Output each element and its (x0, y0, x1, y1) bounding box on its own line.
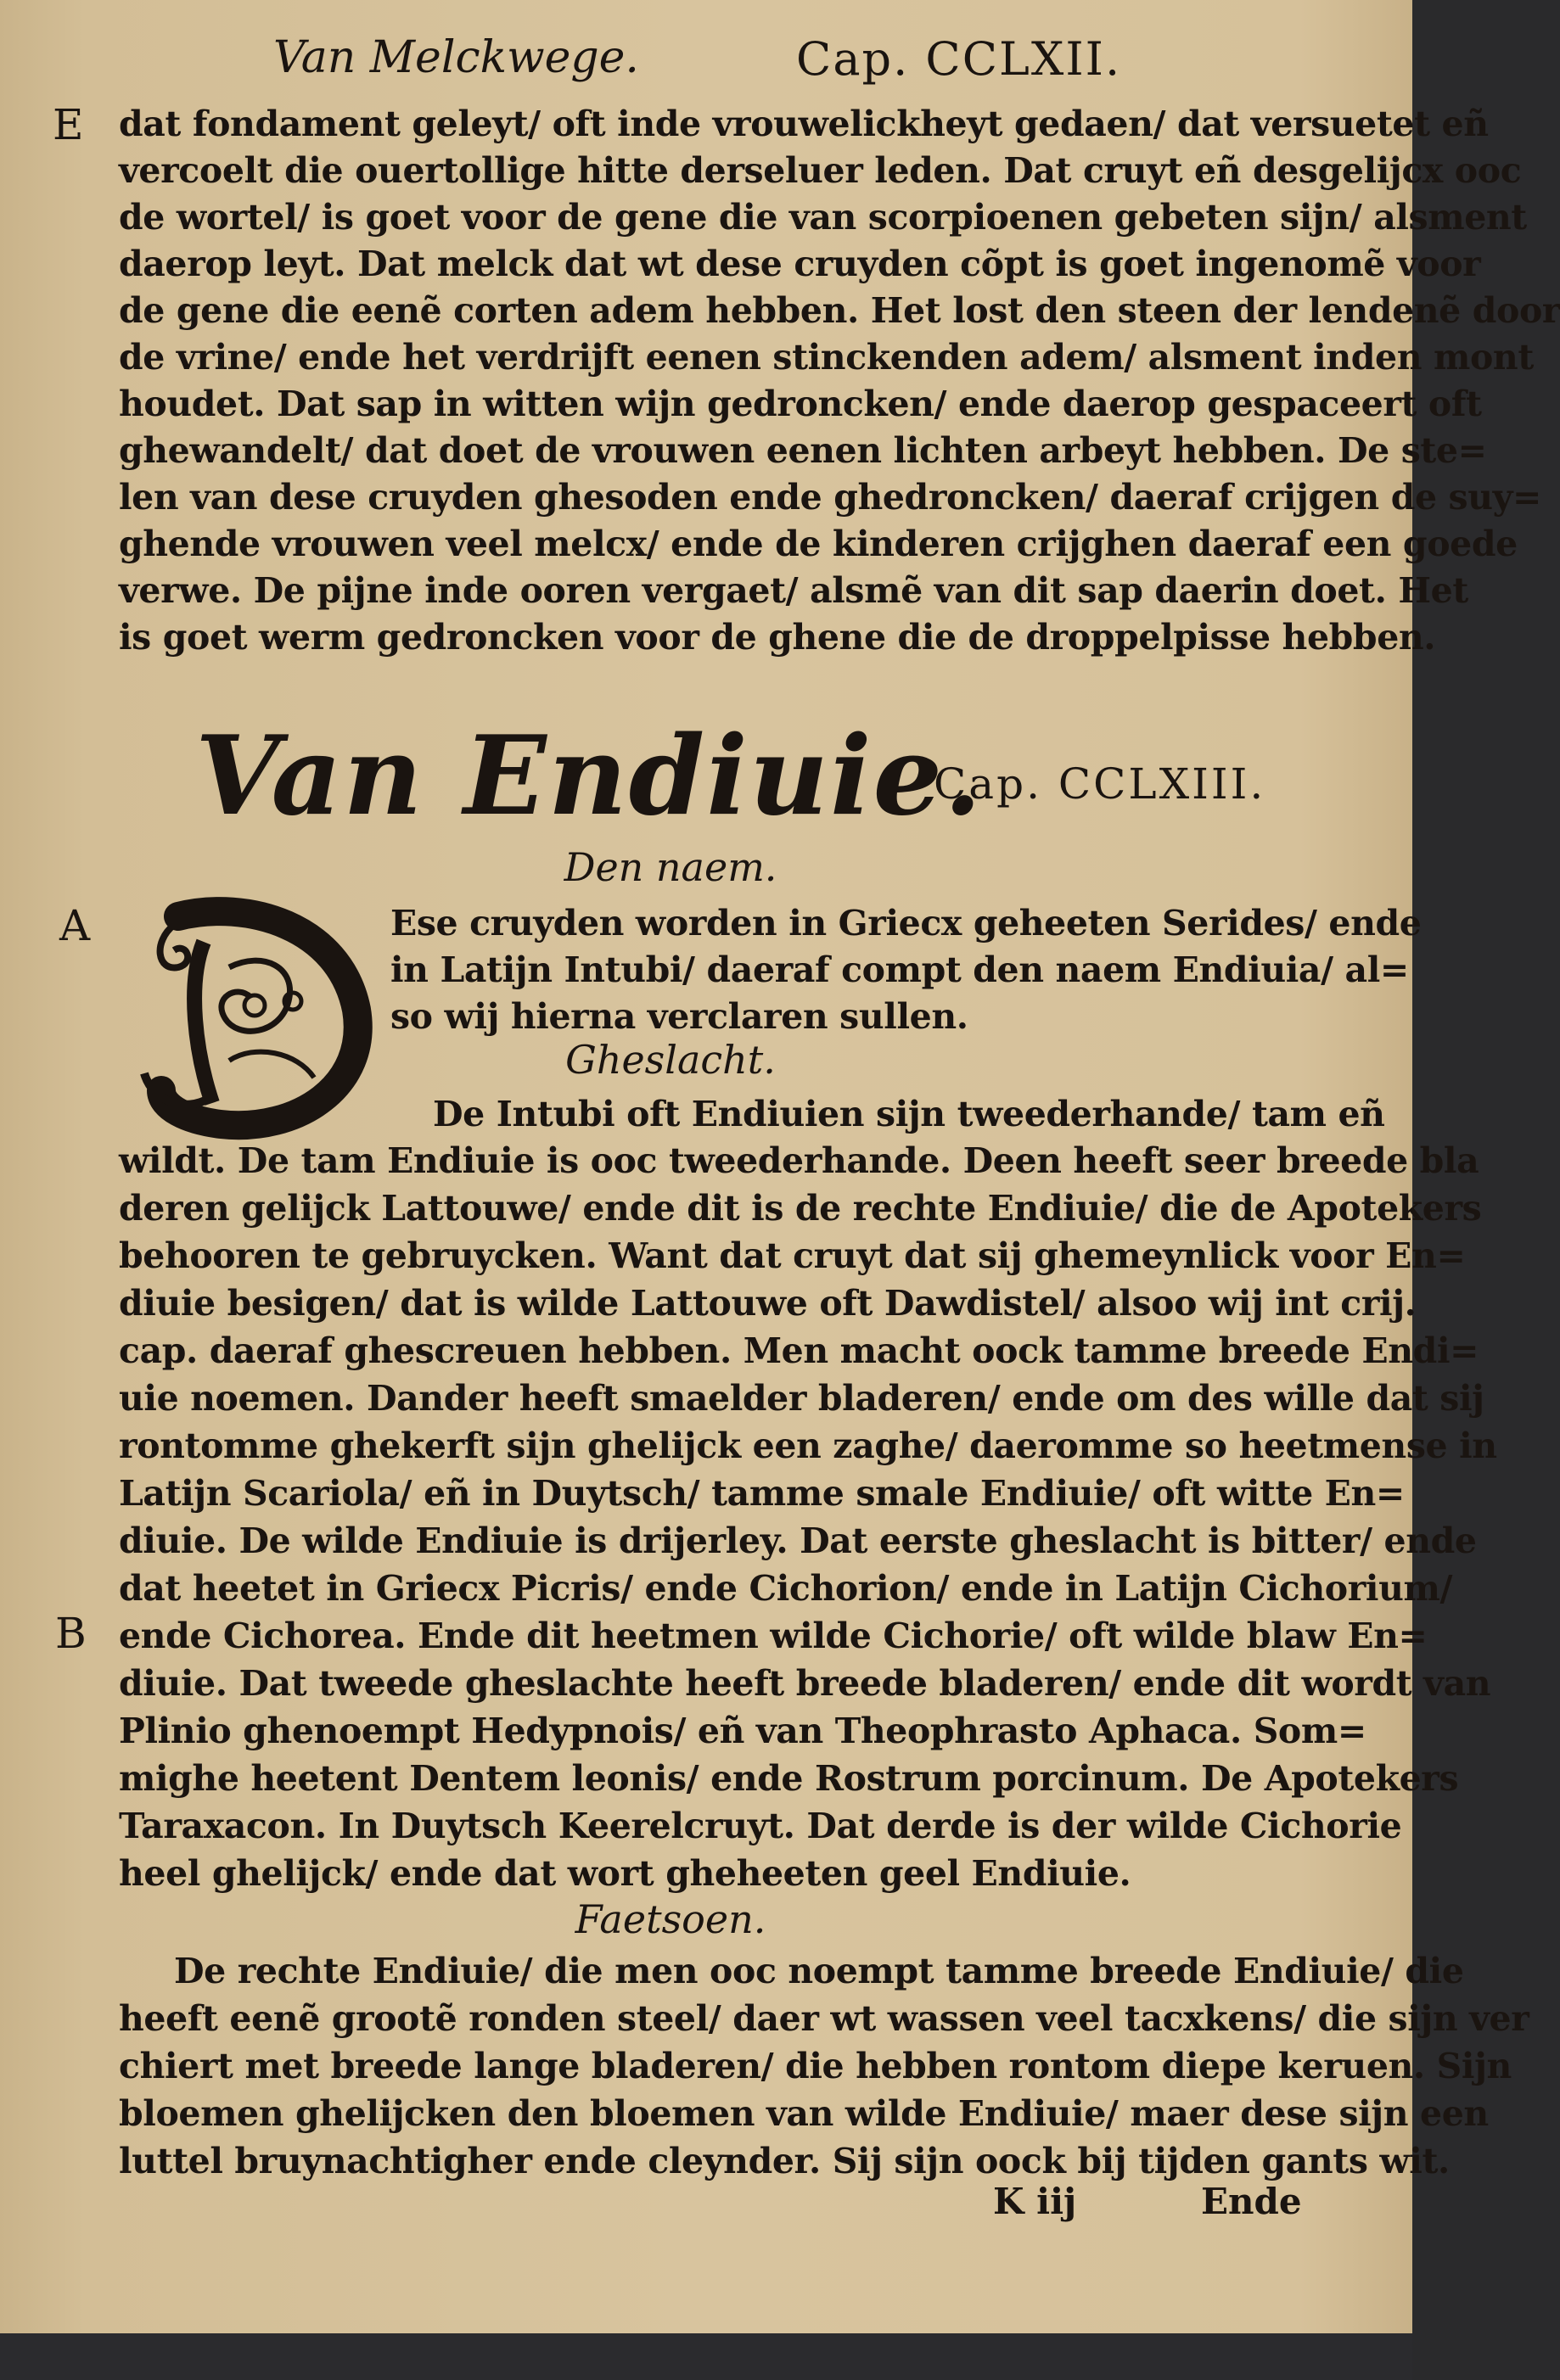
text-line: in Latijn Intubi/ daeraf compt den naem Endiuia/ al= (390, 949, 1409, 990)
text-line: heel ghelijck/ ende dat wort gheheeten geel Endiuie. (119, 1853, 1131, 1894)
text-line: luttel bruynachtigher ende cleynder. Sij sijn oock bij tijden gants wit. (119, 2141, 1450, 2181)
text-line: is goet werm gedroncken voor de ghene die de droppelpisse hebben. (119, 617, 1436, 658)
text-line: diuie besigen/ dat is wilde Lattouwe oft Dawdistel/ alsoo wij int crij. (119, 1283, 1417, 1324)
text-line: ende Cichorea. Ende dit heetmen wilde Cichorie/ oft wilde blaw En= (119, 1616, 1428, 1656)
chapter-title-number: Cap. CCLXIII. (934, 759, 1266, 809)
text-line: Latijn Scariola/ eñ in Duytsch/ tamme smale Endiuie/ oft witte En= (119, 1473, 1405, 1514)
margin-letter-e: E (53, 100, 84, 149)
text-line: rontomme ghekerft sijn ghelijck een zaghe/ daeromme so heetmense in (119, 1425, 1497, 1466)
running-title: Van Melckwege. (273, 32, 639, 83)
text-line: De Intubi oft Endiuien sijn tweederhande/ tam eñ (433, 1094, 1385, 1134)
decorated-initial-d (127, 891, 382, 1137)
section-heading-form: Faetsoen. (575, 1896, 766, 1942)
text-line: houdet. Dat sap in witten wijn gedroncken/ ende daerop gespaceert oft (119, 384, 1482, 424)
text-line: chiert met breede lange bladeren/ die hebben rontom diepe keruen. Sijn (119, 2046, 1512, 2086)
initial-letter-hidden: D (238, 1028, 245, 1038)
catchword: Ende (1201, 2181, 1302, 2222)
text-line: deren gelijck Lattouwe/ ende dit is de rechte Endiuie/ die de Apotekers (119, 1188, 1482, 1229)
chapter-title: Van Endiuie. (195, 713, 984, 840)
text-line: Plinio ghenoempt Hedypnois/ eñ van Theophrasto Aphaca. Som= (119, 1711, 1366, 1751)
text-line: ghende vrouwen veel melcx/ ende de kinderen crijghen daeraf een goede (119, 524, 1518, 564)
chapter-number: Cap. CCLXII. (796, 32, 1122, 86)
text-line: de gene die eenẽ corten adem hebben. Het lost den steen der lendenẽ door (119, 290, 1560, 331)
margin-letter-b: B (55, 1609, 87, 1658)
text-line: de wortel/ is goet voor de gene die van scorpioenen gebeten sijn/ alsment (119, 197, 1527, 238)
text-line: dat heetet in Griecx Picris/ ende Cichorion/ ende in Latijn Cichorium/ (119, 1568, 1453, 1609)
text-line: wildt. De tam Endiuie is ooc tweederhande. Deen heeft seer breede bla (119, 1140, 1479, 1181)
text-line: De rechte Endiuie/ die men ooc noempt tamme breede Endiuie/ die (174, 1951, 1464, 1991)
text-line: verwe. De pijne inde ooren vergaet/ alsmẽ van dit sap daerin doet. Het (119, 570, 1468, 611)
text-line: ghewandelt/ dat doet de vrouwen eenen lichten arbeyt hebben. De ste= (119, 430, 1487, 471)
page-edge-shadow (0, 2333, 1412, 2380)
text-line: Ese cruyden worden in Griecx geheeten Serides/ ende (390, 903, 1422, 944)
text-line: de vrine/ ende het verdrijft eenen stinckenden adem/ alsment inden mont (119, 337, 1534, 378)
text-line: vercoelt die ouertollige hitte derseluer leden. Dat cruyt eñ desgelijcx ooc (119, 150, 1522, 191)
section-heading-name: Den naem. (564, 844, 777, 890)
text-line: diuie. De wilde Endiuie is drijerley. Dat eerste gheslacht is bitter/ ende (119, 1520, 1477, 1561)
text-line: daerop leyt. Dat melck dat wt dese cruyden cõpt is goet ingenomẽ voor (119, 244, 1481, 284)
section-heading-kind: Gheslacht. (565, 1037, 776, 1083)
text-line: cap. daeraf ghescreuen hebben. Men macht oock tamme breede Endi= (119, 1330, 1479, 1371)
page-header (0, 32, 1412, 92)
text-line: heeft eenẽ grootẽ ronden steel/ daer wt wassen veel tacxkens/ die sijn ver (119, 1998, 1529, 2039)
text-line: so wij hierna verclaren sullen. (390, 996, 968, 1037)
margin-letter-a: A (59, 901, 91, 950)
text-line: uie noemen. Dander heeft smaelder bladeren/ ende om des wille dat sij (119, 1378, 1484, 1419)
text-line: dat fondament geleyt/ oft inde vrouwelickheyt gedaen/ dat versuetet eñ (119, 104, 1489, 144)
text-line: mighe heetent Dentem leonis/ ende Rostrum porcinum. De Apotekers (119, 1758, 1459, 1799)
text-line: bloemen ghelijcken den bloemen van wilde Endiuie/ maer dese sijn een (119, 2093, 1489, 2134)
text-line: diuie. Dat tweede gheslachte heeft breede bladeren/ ende dit wordt van (119, 1663, 1491, 1704)
text-line: len van dese cruyden ghesoden ende ghedroncken/ daeraf crijgen de suy= (119, 477, 1542, 518)
signature-mark: K iij (993, 2181, 1077, 2222)
text-line: behooren te gebruycken. Want dat cruyt dat sij ghemeynlick voor En= (119, 1235, 1466, 1276)
text-line: Taraxacon. In Duytsch Keerelcruyt. Dat derde is der wilde Cichorie (119, 1806, 1402, 1846)
